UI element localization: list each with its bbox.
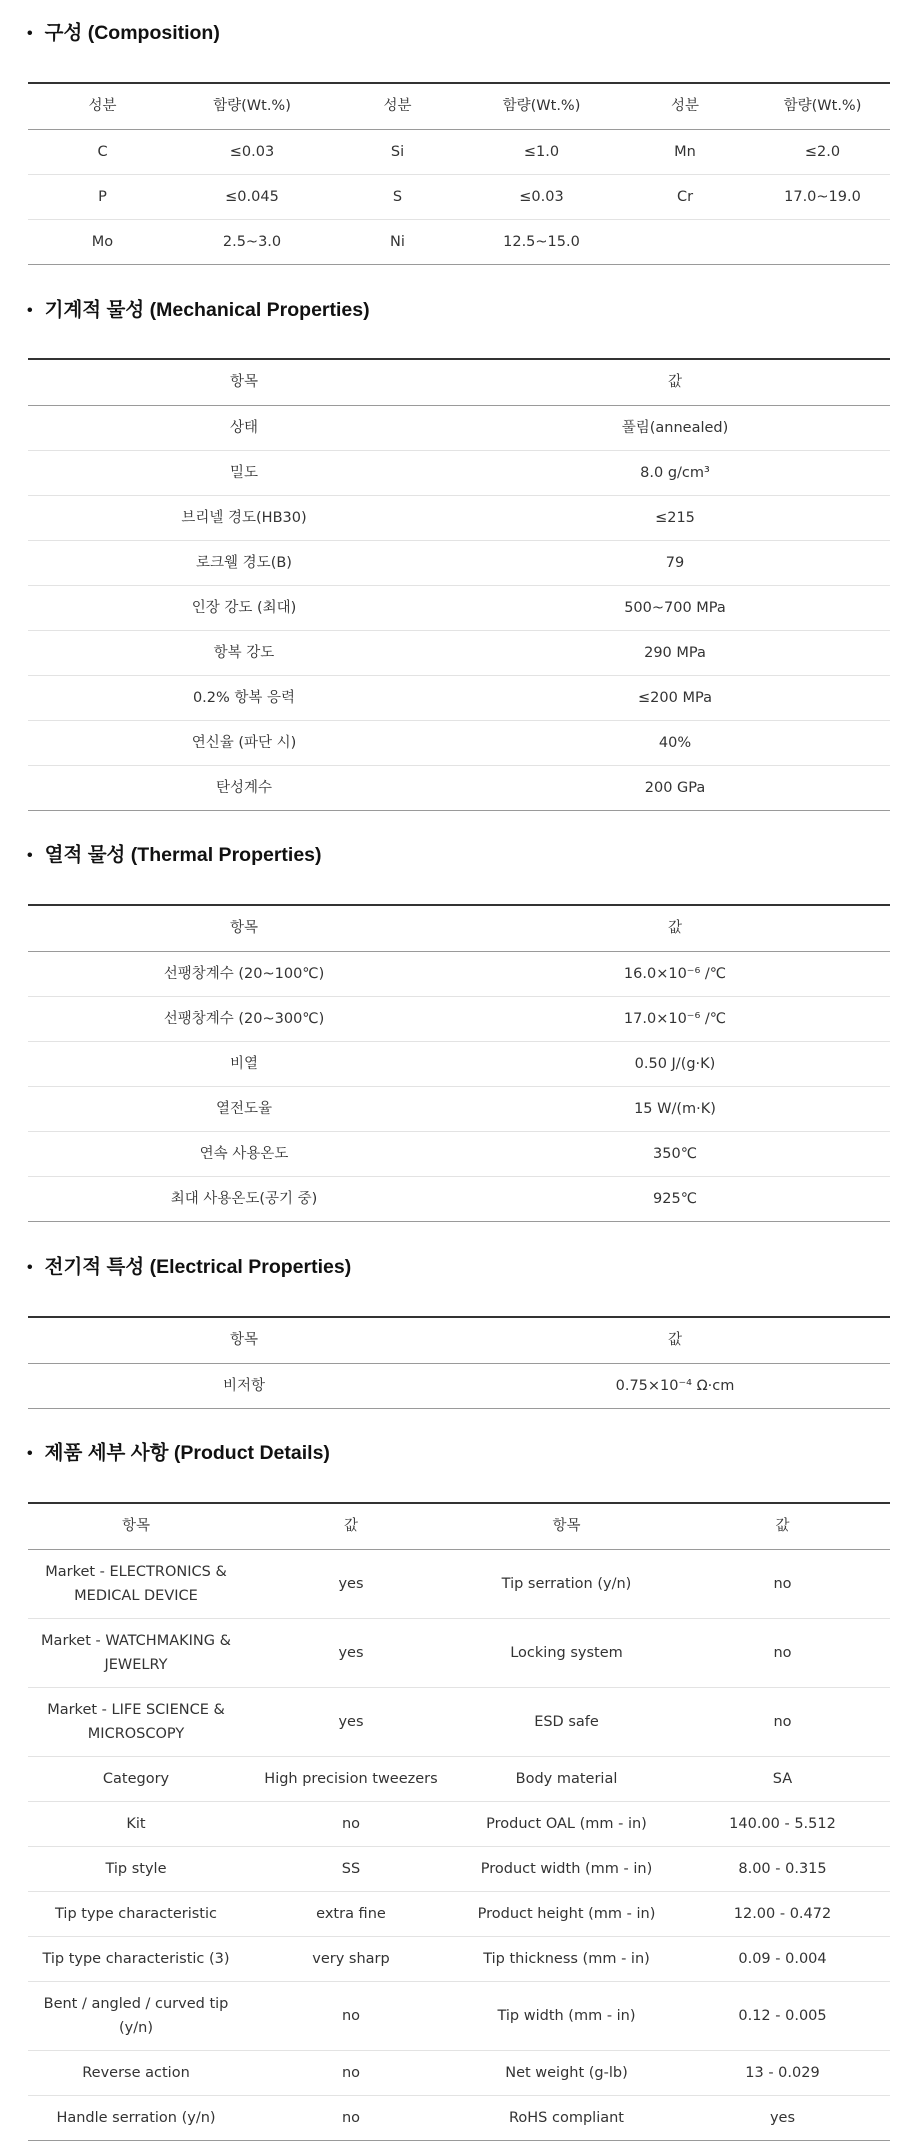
table-cell: yes xyxy=(244,1618,458,1687)
table-cell: 비열 xyxy=(28,1041,460,1086)
electrical-table xyxy=(28,1316,890,1409)
table-cell: yes xyxy=(338,1575,364,1592)
bullet-icon: • xyxy=(27,847,33,864)
table-row xyxy=(28,996,890,1041)
table-row xyxy=(28,585,890,630)
column-header: 항목 xyxy=(28,1317,460,1363)
column-header: 성분 xyxy=(327,83,468,129)
table-cell: 탄성계수 xyxy=(28,765,460,810)
table-cell: Si xyxy=(390,143,405,160)
table-cell: 13 - 0.029 xyxy=(675,2050,890,2095)
table-cell: no xyxy=(244,1981,458,2050)
table-cell: Tip style xyxy=(28,1846,244,1891)
table-row xyxy=(28,1801,890,1846)
table-cell: 12.5~15.0 xyxy=(468,219,615,264)
table-cell: Product OAL (mm - in) xyxy=(458,1801,675,1846)
table-cell: no xyxy=(244,2095,458,2140)
table-cell: very sharp xyxy=(244,1936,458,1981)
bullet-icon: • xyxy=(27,25,33,42)
table-cell: no xyxy=(675,1687,890,1756)
table-cell: Category xyxy=(28,1756,244,1801)
table-cell: Product width (mm - in) xyxy=(458,1846,675,1891)
table-cell: 상태 xyxy=(229,419,258,436)
table-cell: yes xyxy=(675,2095,890,2140)
column-header: 값 xyxy=(460,905,890,951)
composition-title: • 구성 (Composition) xyxy=(27,22,220,44)
table-cell: 0.2% 항복 응력 xyxy=(28,675,460,720)
table-row xyxy=(28,1549,890,1618)
table-cell: 79 xyxy=(460,540,890,585)
table-cell: Body material xyxy=(458,1756,675,1801)
table-cell: 140.00 - 5.512 xyxy=(675,1801,890,1846)
table-cell: 17.0×10⁻⁶ /℃ xyxy=(460,996,890,1041)
column-header: 값 xyxy=(460,359,890,405)
table-cell: 500~700 MPa xyxy=(460,585,890,630)
electrical-title: • 전기적 특성 (Electrical Properties) xyxy=(27,1256,352,1278)
column-header: 성분 xyxy=(615,83,755,129)
table-cell: no xyxy=(244,1801,458,1846)
table-cell: 항복 강도 xyxy=(28,630,460,675)
table-row xyxy=(28,405,890,450)
column-header: 함량(Wt.%) xyxy=(177,83,327,129)
table-cell: 0.75×10⁻⁴ Ω·cm xyxy=(615,1377,735,1394)
column-header: 값 xyxy=(244,1503,458,1549)
table-cell: 브리넬 경도(HB30) xyxy=(28,495,460,540)
bullet-icon: • xyxy=(27,1259,33,1276)
table-row xyxy=(28,1176,890,1221)
table-cell: 풀림(annealed) xyxy=(621,419,729,436)
table-cell: 선팽창계수 (20~300℃) xyxy=(28,996,460,1041)
table-cell: 0.09 - 0.004 xyxy=(675,1936,890,1981)
table-row xyxy=(28,495,890,540)
table-cell: ≤200 MPa xyxy=(460,675,890,720)
table-cell: Tip serration (y/n) xyxy=(501,1575,632,1592)
table-cell: 15 W/(m·K) xyxy=(460,1086,890,1131)
table-row xyxy=(28,1131,890,1176)
table-cell: Tip width (mm - in) xyxy=(458,1981,675,2050)
table-cell: 200 GPa xyxy=(460,765,890,810)
table-row xyxy=(28,720,890,765)
header-row xyxy=(28,359,890,405)
table-row xyxy=(28,2050,890,2095)
table-cell: 16.0×10⁻⁶ /℃ xyxy=(623,965,727,982)
table-row xyxy=(28,630,890,675)
table-row xyxy=(28,675,890,720)
table-cell: yes xyxy=(244,1687,458,1756)
table-cell: 2.5~3.0 xyxy=(177,219,327,264)
table-cell: 0.50 J/(g·K) xyxy=(460,1041,890,1086)
thermal-table xyxy=(28,904,890,1222)
table-row xyxy=(28,1618,890,1687)
table-cell: Bent / angled / curved tip (y/n) xyxy=(28,1981,244,2050)
table-cell: Market - WATCHMAKING & JEWELRY xyxy=(28,1618,244,1687)
table-cell: 로크웰 경도(B) xyxy=(28,540,460,585)
table-cell: RoHS compliant xyxy=(458,2095,675,2140)
table-cell: Market - ELECTRONICS & MEDICAL DEVICE xyxy=(45,1563,227,1604)
table-cell: ≤0.03 xyxy=(229,143,275,160)
table-row xyxy=(28,219,890,264)
table-cell: 17.0~19.0 xyxy=(755,174,890,219)
table-cell: 925℃ xyxy=(460,1176,890,1221)
table-cell: Cr xyxy=(615,174,755,219)
table-cell: High precision tweezers xyxy=(244,1756,458,1801)
table-cell: Ni xyxy=(327,219,468,264)
table-cell: ≤215 xyxy=(460,495,890,540)
table-row xyxy=(28,1981,890,2050)
table-cell: Locking system xyxy=(458,1618,675,1687)
table-cell: 290 MPa xyxy=(460,630,890,675)
table-cell: ≤0.045 xyxy=(177,174,327,219)
table-row xyxy=(28,1846,890,1891)
table-cell: Mo xyxy=(28,219,177,264)
table-cell: 최대 사용온도(공기 중) xyxy=(28,1176,460,1221)
mechanical-table xyxy=(28,358,890,811)
table-cell: S xyxy=(327,174,468,219)
table-row xyxy=(28,129,890,174)
mechanical-title: • 기계적 물성 (Mechanical Properties) xyxy=(27,299,370,321)
table-cell: Market - LIFE SCIENCE & MICROSCOPY xyxy=(28,1687,244,1756)
table-cell: 8.0 g/cm³ xyxy=(460,450,890,495)
table-row xyxy=(28,450,890,495)
header-row xyxy=(28,1317,890,1363)
table-row xyxy=(28,1936,890,1981)
table-cell: Handle serration (y/n) xyxy=(28,2095,244,2140)
composition-table xyxy=(28,82,890,265)
column-header: 항목 xyxy=(458,1503,675,1549)
table-row xyxy=(28,1687,890,1756)
table-cell: no xyxy=(675,1618,890,1687)
column-header: 값 xyxy=(460,1317,890,1363)
table-cell: 열전도율 xyxy=(28,1086,460,1131)
table-cell: ≤2.0 xyxy=(804,143,841,160)
column-header: 값 xyxy=(675,1503,890,1549)
table-cell: no xyxy=(244,2050,458,2095)
table-cell: 밀도 xyxy=(28,450,460,495)
table-row xyxy=(28,765,890,810)
table-row xyxy=(28,1891,890,1936)
table-cell: 12.00 - 0.472 xyxy=(675,1891,890,1936)
table-cell: extra fine xyxy=(244,1891,458,1936)
table-cell: 비저항 xyxy=(222,1377,266,1394)
table-cell xyxy=(755,219,890,264)
column-header: 항목 xyxy=(28,905,460,951)
table-row xyxy=(28,1363,890,1408)
table-cell: Tip type characteristic xyxy=(28,1891,244,1936)
table-cell: Net weight (g-lb) xyxy=(458,2050,675,2095)
table-cell: 연신율 (파단 시) xyxy=(28,720,460,765)
header-row xyxy=(28,1503,890,1549)
table-row xyxy=(28,2095,890,2140)
table-cell: Tip type characteristic (3) xyxy=(28,1936,244,1981)
table-cell: P xyxy=(28,174,177,219)
table-cell xyxy=(615,219,755,264)
table-row xyxy=(28,1041,890,1086)
table-row xyxy=(28,174,890,219)
header-row xyxy=(28,83,890,129)
table-cell: Tip thickness (mm - in) xyxy=(458,1936,675,1981)
table-cell: 40% xyxy=(460,720,890,765)
product-table xyxy=(28,1502,890,2141)
table-row xyxy=(28,540,890,585)
column-header: 함량(Wt.%) xyxy=(755,83,890,129)
table-cell: 350℃ xyxy=(460,1131,890,1176)
table-cell: Kit xyxy=(28,1801,244,1846)
table-row xyxy=(28,1756,890,1801)
bullet-icon: • xyxy=(27,302,33,319)
thermal-title: • 열적 물성 (Thermal Properties) xyxy=(27,844,322,866)
table-cell: C xyxy=(97,143,108,160)
table-cell: ESD safe xyxy=(458,1687,675,1756)
table-cell: Product height (mm - in) xyxy=(458,1891,675,1936)
bullet-icon: • xyxy=(27,1445,33,1462)
table-cell: SA xyxy=(675,1756,890,1801)
column-header: 성분 xyxy=(28,83,177,129)
product-title: • 제품 세부 사항 (Product Details) xyxy=(27,1442,330,1464)
table-cell: Reverse action xyxy=(28,2050,244,2095)
table-cell: SS xyxy=(244,1846,458,1891)
table-cell: 8.00 - 0.315 xyxy=(675,1846,890,1891)
table-cell: 0.12 - 0.005 xyxy=(675,1981,890,2050)
table-cell: 인장 강도 (최대) xyxy=(28,585,460,630)
table-cell: ≤0.03 xyxy=(468,174,615,219)
column-header: 항목 xyxy=(28,1503,244,1549)
table-cell: no xyxy=(773,1575,792,1592)
table-row xyxy=(28,951,890,996)
header-row xyxy=(28,905,890,951)
table-cell: 선팽창계수 (20~100℃) xyxy=(163,965,325,982)
column-header: 함량(Wt.%) xyxy=(468,83,615,129)
table-cell: Mn xyxy=(674,143,696,160)
column-header: 항목 xyxy=(28,359,460,405)
table-row xyxy=(28,1086,890,1131)
table-cell: ≤1.0 xyxy=(523,143,560,160)
table-cell: 연속 사용온도 xyxy=(28,1131,460,1176)
